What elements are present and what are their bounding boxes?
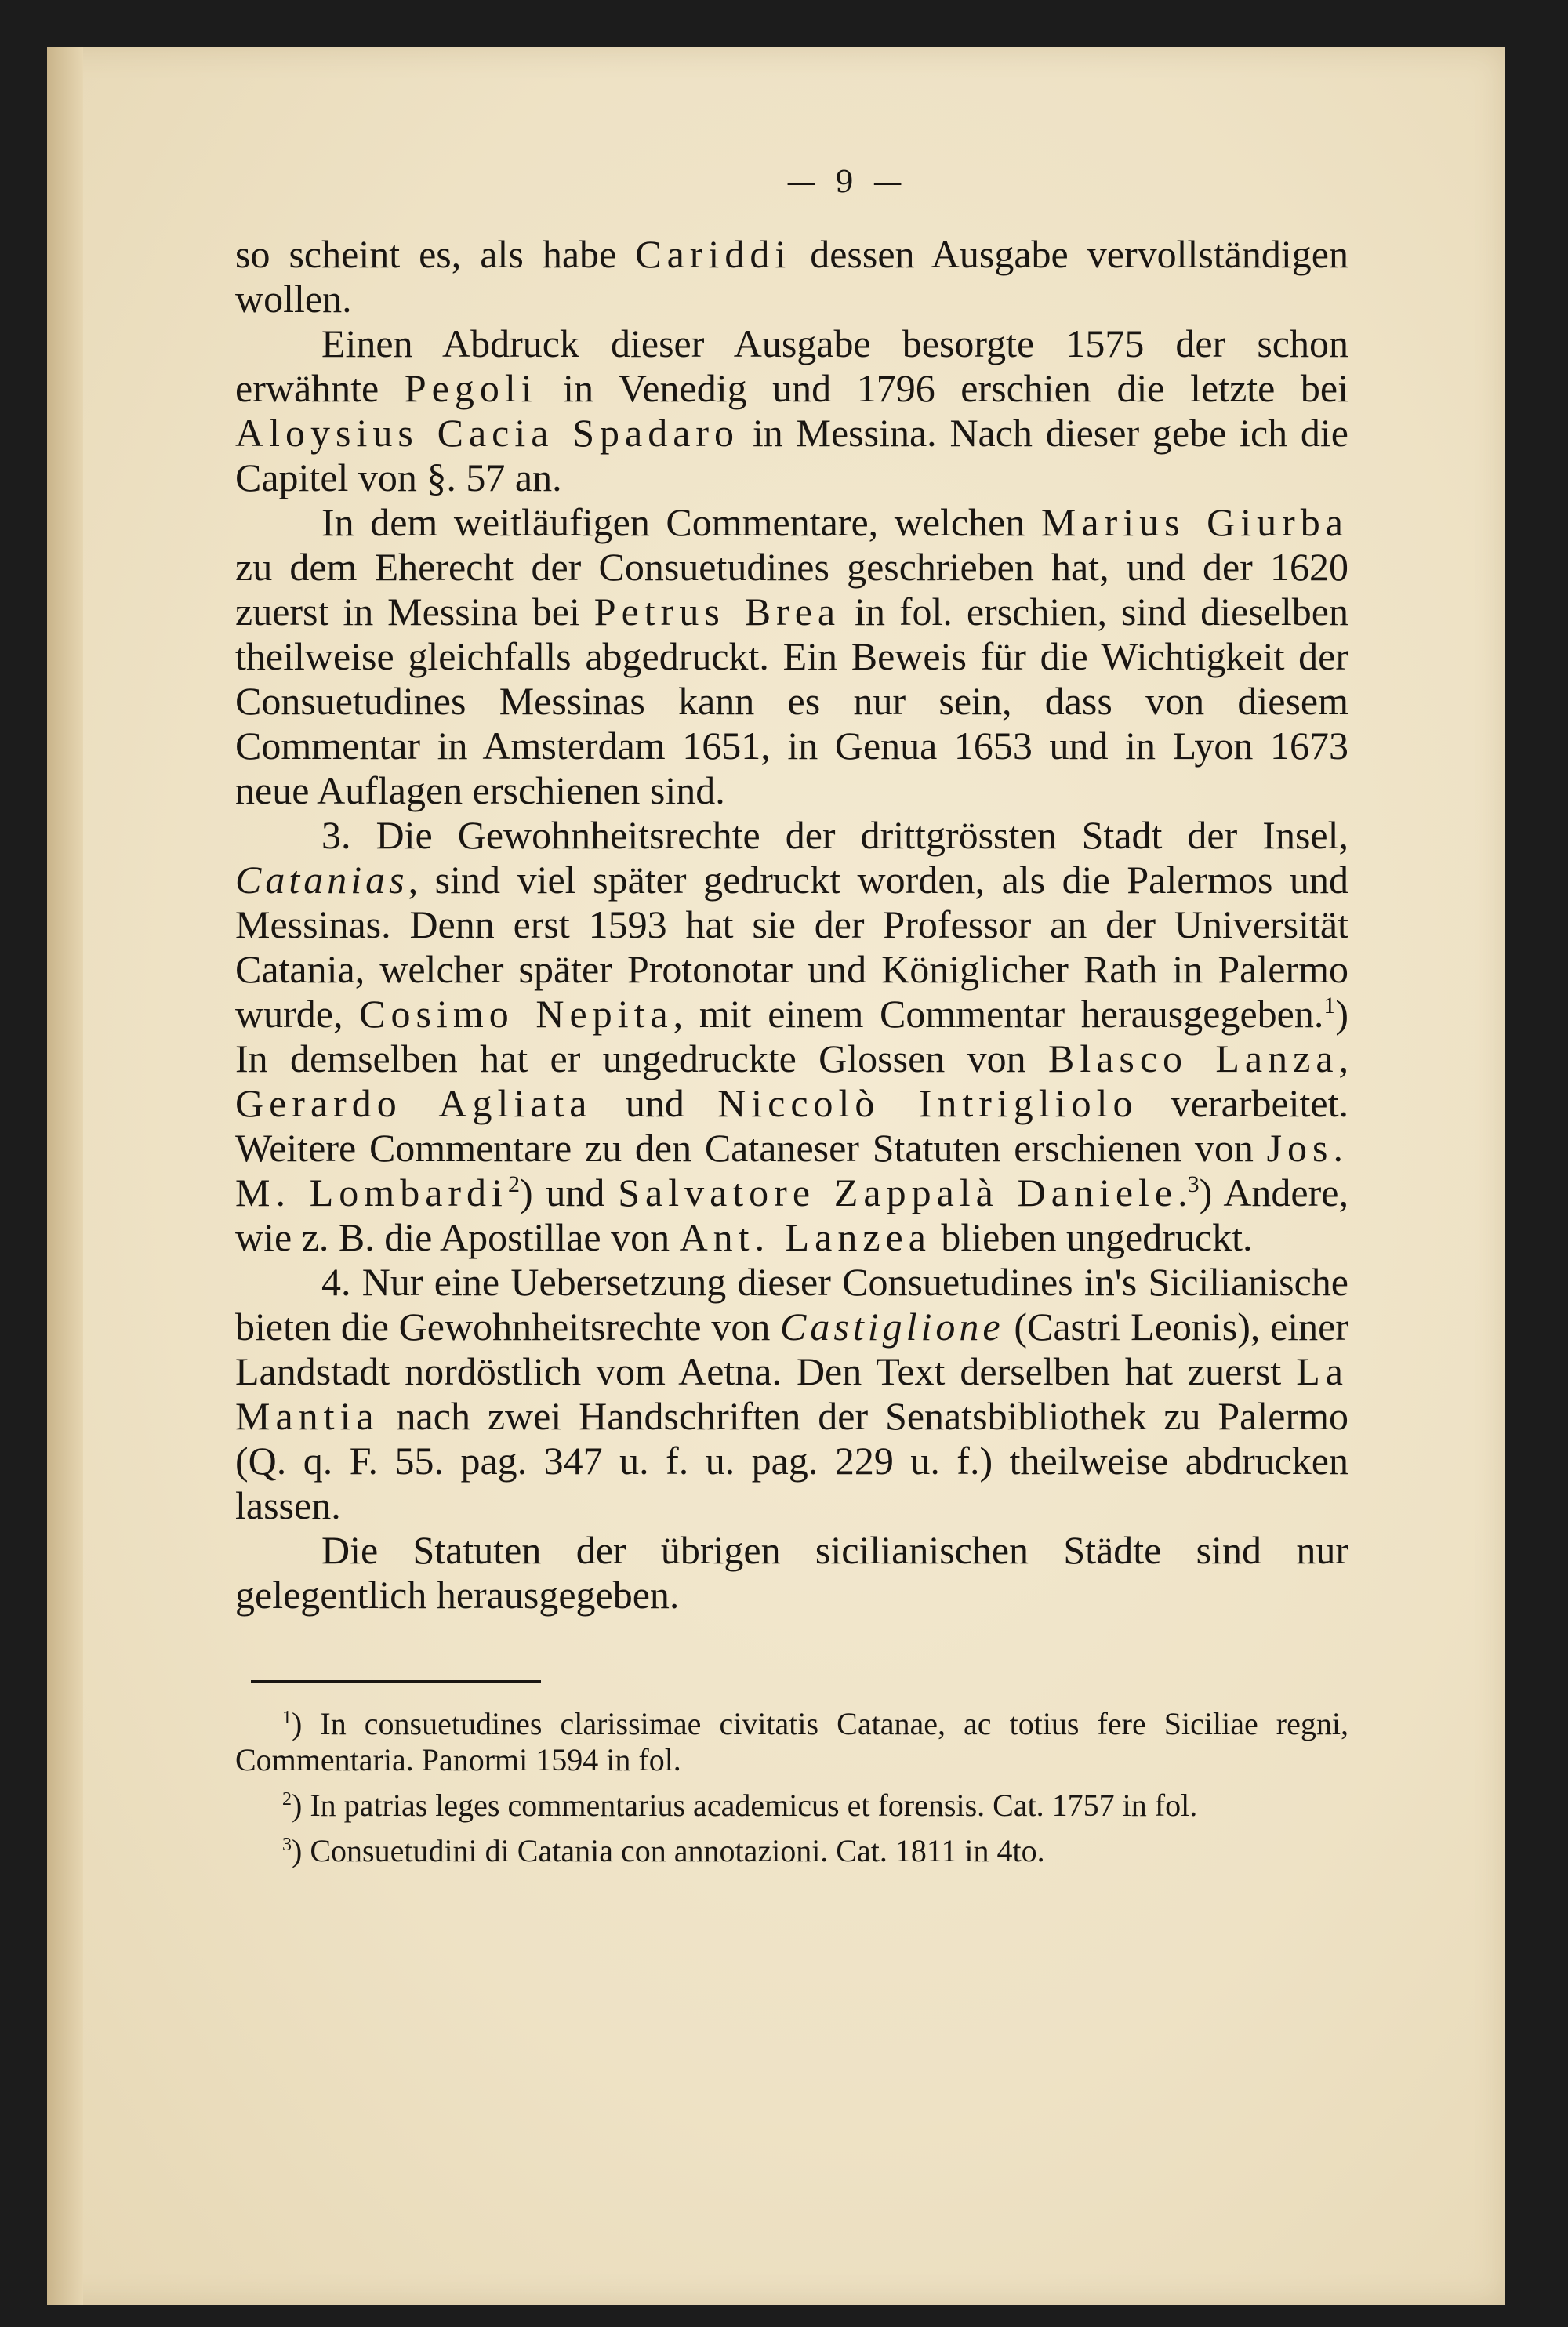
p5-segment-1: Castiglione bbox=[780, 1305, 1004, 1349]
p2-segment-2: in Venedig und 1796 erschien die letzte bei bbox=[537, 366, 1349, 410]
footnotes bbox=[235, 1706, 1348, 1869]
p2-segment-0: Einen Abdruck dieser Ausgabe besorgte 1575 der schon erwähnte bbox=[235, 321, 1348, 410]
body-text bbox=[235, 232, 1348, 1617]
p4-segment-3: Cosimo Nepita bbox=[359, 992, 673, 1036]
p3-segment-3: Petrus Brea bbox=[593, 590, 841, 633]
p4-segment-20: Ant. Lanzea bbox=[679, 1215, 931, 1259]
p4-segment-2: , sind viel später gedruckt worden, als die Palermos und Messinas. Denn erst 1593 hat sie der Professor an der Universität Catania, welcher später Protonotar und Königlicher Rath in Palermo wurde, bbox=[235, 858, 1348, 1036]
p2-segment-3: Aloysius Cacia Spadaro bbox=[235, 411, 740, 455]
paragraph-1 bbox=[235, 232, 1348, 321]
p5-segment-4: nach zwei Handschriften der Senatsbibliothek zu Palermo (Q. q. F. 55. pag. 347 u. f. u. pag. 229 u. f.) theilweise abdrucken lassen. bbox=[235, 1394, 1348, 1527]
p4-segment-0: 3. Die Gewohnheitsrechte der drittgrössten Stadt der Insel, bbox=[321, 813, 1348, 857]
p1-segment-0: so scheint es, als habe bbox=[235, 232, 636, 276]
p3-segment-0: In dem weitläufigen Commentare, welchen bbox=[321, 500, 1041, 544]
page-number: — 9 — bbox=[786, 165, 908, 199]
p4-segment-19: ) Andere, wie z. B. die Apostillae von bbox=[235, 1171, 1348, 1259]
footnote-3-text: Consuetudini di Catania con annotazioni. Cat. 1811 in 4to. bbox=[310, 1833, 1045, 1868]
book-page bbox=[47, 47, 1505, 2305]
p4-segment-1: Catanias bbox=[235, 858, 408, 902]
p3-segment-4: in fol. erschien, sind dieselben theilweise gleichfalls abgedruckt. Ein Beweis für die Wichtigkeit der Consuetudines Messinas kann es nur sein, dass von diesem Commentar in Amsterdam 1651, in Genua 1653 und in Lyon 1673 neue Auflagen erschienen sind. bbox=[235, 590, 1348, 812]
p4-segment-4: , mit einem Commentar herausgegeben. bbox=[673, 992, 1324, 1036]
p4-segment-16: Salvatore Zappalà Daniele bbox=[618, 1171, 1178, 1214]
p5-segment-0: 4. Nur eine Uebersetzung dieser Consuetudines in's Sicilianische bieten die Gewohnheitsrechte von bbox=[235, 1260, 1348, 1349]
p4-segment-15: ) und bbox=[519, 1171, 619, 1214]
page-gutter bbox=[47, 47, 83, 2305]
p4-segment-5: 1 bbox=[1323, 993, 1336, 1018]
footnote-1-text: In consuetudines clarissimae civitatis Catanae, ac totius fere Siciliae regni, Commentaria. Panormi 1594 in fol. bbox=[235, 1706, 1348, 1777]
footnote-2-text: In patrias leges commentarius academicus et forensis. Cat. 1757 in fol. bbox=[310, 1788, 1198, 1823]
p1-segment-2: dessen Ausgabe vervollständigen wollen. bbox=[235, 232, 1348, 321]
footnote-2: $^2$) In patrias leges commentarius academicus et forensis. Cat. 1757 in fol. bbox=[282, 1788, 1198, 1823]
p4-segment-13: Jos. M. Lombardi bbox=[235, 1126, 1348, 1214]
p4-segment-12: verarbeitet. Weitere Commentare zu den Cataneser Statuten erschienen von bbox=[235, 1081, 1349, 1170]
p2-segment-1: Pegoli bbox=[404, 366, 538, 410]
paragraph-4 bbox=[235, 813, 1348, 1260]
paragraph-3 bbox=[235, 500, 1348, 813]
p6-segment-0: Die Statuten der übrigen sicilianischen Städte sind nur gelegentlich herausgegeben. bbox=[235, 1528, 1348, 1617]
p4-segment-9: Gerardo Agliata bbox=[235, 1081, 593, 1125]
paragraph-5 bbox=[235, 1260, 1348, 1528]
p4-segment-11: Niccolò Intrigliolo bbox=[717, 1081, 1138, 1125]
page-content bbox=[235, 165, 1348, 1879]
paragraph-6 bbox=[235, 1528, 1348, 1617]
p4-segment-10: und bbox=[592, 1081, 718, 1125]
p2-segment-4: in Messina. Nach dieser gebe ich die Capitel von §. 57 an. bbox=[235, 411, 1349, 499]
p3-segment-2: zu dem Eherecht der Consuetudines geschrieben hat, und der 1620 zuerst in Messina bei bbox=[235, 545, 1348, 633]
footnote-3: $^3$) Consuetudini di Catania con annotazioni. Cat. 1811 in 4to. bbox=[282, 1833, 1045, 1868]
footnote-1: $^1$) In consuetudines clarissimae civitatis Catanae, ac totius fere Siciliae regni, Commentaria. Panormi 1594 in fol. bbox=[235, 1706, 1348, 1777]
paragraph-2 bbox=[235, 321, 1348, 500]
footnote-3-mark: 3 bbox=[282, 1835, 292, 1855]
footnote-1-mark: 1 bbox=[282, 1708, 292, 1728]
footnote-2-mark: 2 bbox=[282, 1789, 292, 1810]
p5-segment-2: (Castri Leonis), einer Landstadt nordöstlich vom Aetna. Den Text derselben hat zuerst bbox=[235, 1305, 1348, 1393]
p4-segment-18: 3 bbox=[1187, 1171, 1200, 1197]
p3-segment-1: Marius Giurba bbox=[1040, 500, 1349, 544]
p5-segment-3: La Mantia bbox=[235, 1349, 1348, 1438]
p4-segment-7: Blasco Lanza bbox=[1047, 1036, 1339, 1080]
p4-segment-14: 2 bbox=[507, 1171, 520, 1197]
p4-segment-8: , bbox=[1338, 1036, 1349, 1080]
p4-segment-6: ) In demselben hat er ungedruckte Glossen von bbox=[235, 992, 1348, 1080]
p4-segment-17: . bbox=[1178, 1171, 1188, 1214]
p4-segment-21: blieben ungedruckt. bbox=[931, 1215, 1253, 1259]
p1-segment-1: Cariddi bbox=[635, 232, 792, 276]
footnote-divider bbox=[251, 1680, 541, 1683]
